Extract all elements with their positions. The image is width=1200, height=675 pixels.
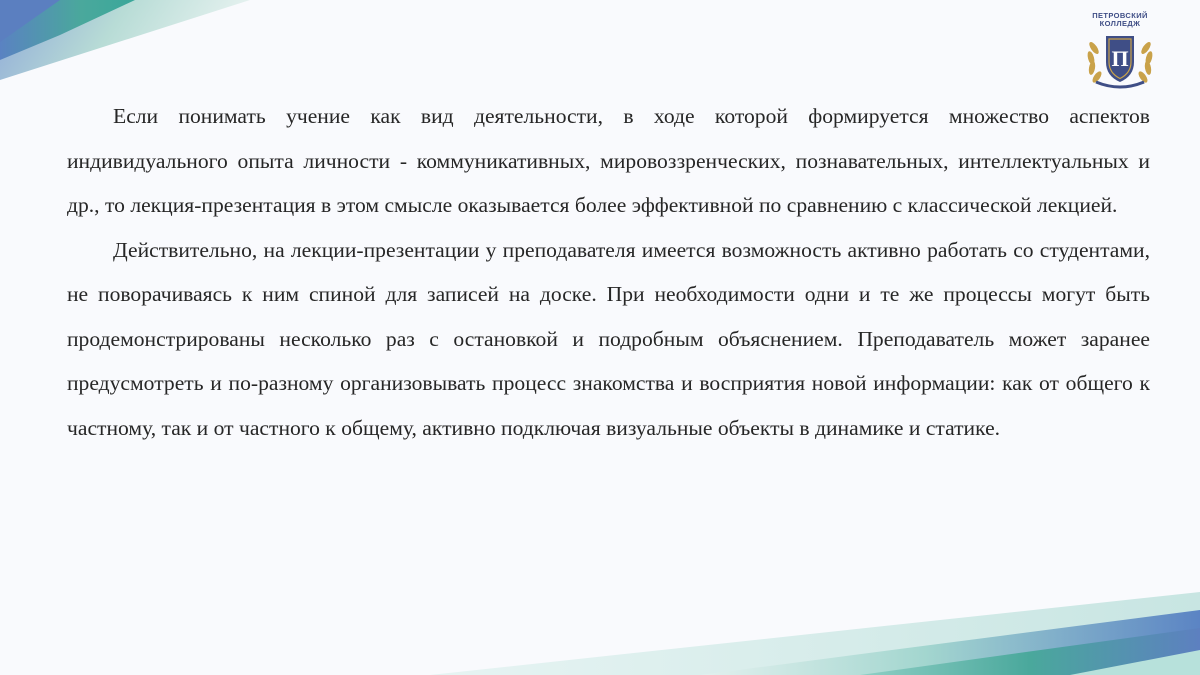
paragraph-1: Если понимать учение как вид деятельности, в ходе которой формируется множество аспектов индивидуального опыта личности - коммуникативных, мировоззренческих, познавательных, интеллектуальных и др., то лекция-презентация в этом смысле оказывается более эффективной по сравнению с классической лекцией. <box>67 104 1150 217</box>
logo-title-line2: КОЛЛЕДЖ <box>1099 19 1141 28</box>
paragraph-2: Действительно, на лекции-презентации у преподавателя имеется возможность активно работать со студентами, не поворачиваясь к ним спиной для записей на доске. При необходимости одни и те же процессы могут быть продемонстрированы несколько раз с остановкой и подробным объяснением. Преподаватель может заранее предусмотреть и по-разному организовывать процесс знакомства и восприятия новой информации: как от общего к частному, так и от частного к общему, активно подключая визуальные объекты в динамике и статике. <box>67 237 1150 440</box>
logo-emblem <box>1084 30 1156 92</box>
logo-title-line1: ПЕТРОВСКИЙ <box>1092 11 1148 20</box>
svg-text:П: П <box>1111 46 1129 71</box>
college-logo <box>1080 12 1160 94</box>
main-text <box>67 94 1150 450</box>
